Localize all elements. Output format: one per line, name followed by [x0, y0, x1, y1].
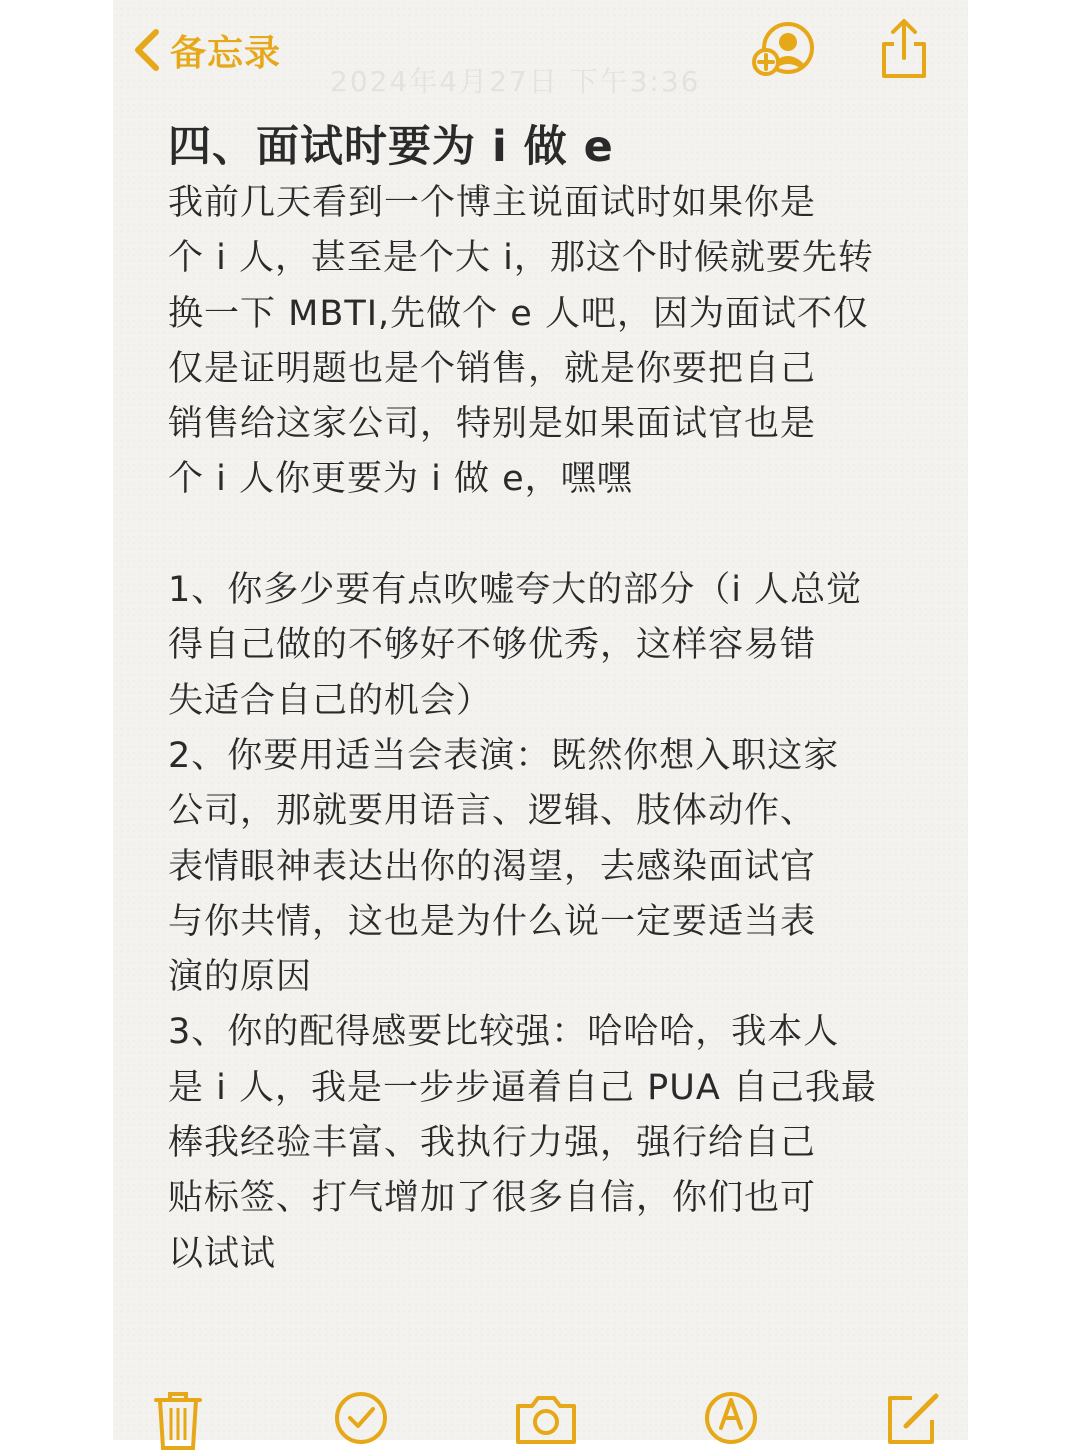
camera-icon	[514, 1390, 578, 1446]
checklist-button[interactable]	[333, 1390, 389, 1446]
note-line: 换一下 MBTI,先做个 e 人吧，因为面试不仅	[168, 293, 869, 334]
note-line: 1、你多少要有点吹嘘夸大的部分（i 人总觉	[168, 570, 863, 611]
note-line: 是 i 人，我是一步步逼着自己 PUA 自己我最	[168, 1067, 877, 1108]
note-line: 公司，那就要用语言、逻辑、肢体动作、	[168, 791, 817, 832]
note-title: 四、面试时要为 i 做 e	[168, 122, 614, 172]
chevron-left-icon	[130, 26, 164, 74]
add-person-icon	[752, 22, 816, 78]
delete-button[interactable]	[154, 1390, 202, 1450]
share-icon	[878, 18, 930, 80]
note-text	[168, 176, 928, 1282]
note-line: 贴标签、打气增加了很多自信，你们也可	[168, 1178, 817, 1219]
note-line: 与你共情，这也是为什么说一定要适当表	[168, 901, 817, 942]
note-line: 个 i 人你更要为 i 做 e，嘿嘿	[168, 459, 633, 500]
back-button[interactable]	[130, 24, 281, 76]
note-line: 销售给这家公司，特别是如果面试官也是	[168, 404, 817, 445]
note-line: 演的原因	[168, 957, 313, 998]
back-label: 备忘录	[170, 32, 282, 74]
note-line: 得自己做的不够好不够优秀，这样容易错	[168, 625, 817, 666]
note-body[interactable]	[168, 118, 928, 1282]
note-line: 以试试	[168, 1233, 277, 1274]
compose-button[interactable]	[884, 1390, 942, 1448]
note-blank-line	[168, 508, 928, 563]
markup-icon	[703, 1390, 759, 1446]
checklist-icon	[333, 1390, 389, 1446]
trash-icon	[154, 1390, 202, 1450]
note-line: 失适合自己的机会）	[168, 680, 493, 721]
note-line: 2、你要用适当会表演：既然你想入职这家	[168, 735, 840, 776]
markup-button[interactable]	[703, 1390, 759, 1446]
share-button[interactable]	[878, 18, 930, 80]
compose-icon	[884, 1390, 942, 1448]
note-line: 我前几天看到一个博主说面试时如果你是	[168, 183, 817, 223]
note-timestamp: 2024年4月27日 下午3:36	[330, 65, 701, 98]
add-person-button[interactable]	[752, 22, 816, 78]
camera-button[interactable]	[514, 1390, 578, 1446]
note-line: 3、你的配得感要比较强：哈哈哈，我本人	[168, 1012, 840, 1053]
note-line: 表情眼神表达出你的渴望，去感染面试官	[168, 846, 817, 887]
note-line: 仅是证明题也是个销售，就是你要把自己	[168, 348, 817, 389]
note-line: 棒我经验丰富、我执行力强，强行给自己	[168, 1123, 817, 1164]
note-line: 个 i 人，甚至是个大 i，那这个时候就要先转	[168, 238, 874, 279]
